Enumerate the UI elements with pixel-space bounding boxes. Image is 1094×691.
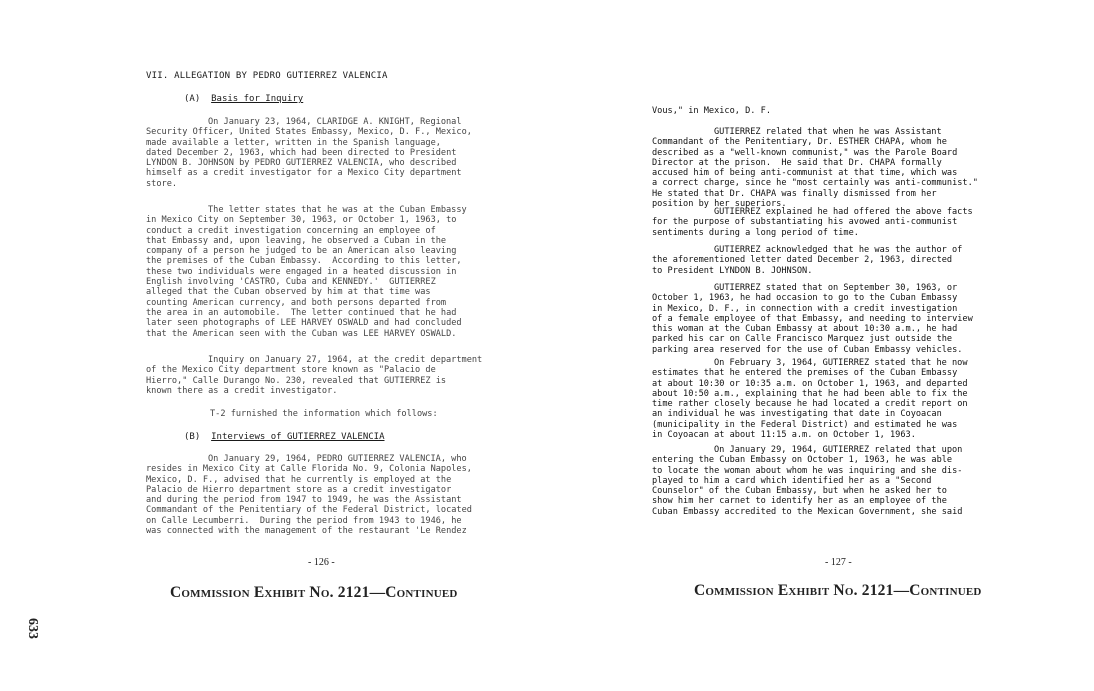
right-paragraph-6 — [652, 445, 1034, 517]
text-line: Hierro," Calle Durango No. 230, revealed that GUTIERREZ is — [146, 375, 447, 386]
text-line: LYNDON B. JOHNSON by PEDRO GUTIERREZ VALENCIA, who described — [146, 158, 457, 169]
text-line: for the purpose of substantiating his avowed anti-communist — [652, 217, 958, 228]
text-line: The letter states that he was at the Cuban Embassy — [208, 205, 467, 215]
text-line: On February 3, 1964, GUTIERREZ stated that he now — [714, 358, 968, 368]
right-exhibit-suffix: —Continued — [893, 582, 982, 599]
left-exhibit-caption — [170, 584, 458, 602]
subsection-b-title: Interviews of GUTIERREZ VALENCIA — [211, 432, 385, 442]
text-line: sentiments during a long period of time. — [652, 227, 859, 238]
text-line: alleged that the Cuban observed by him at that time was — [146, 287, 431, 298]
text-line: He stated that Dr. CHAPA was finally dismissed from her — [652, 188, 937, 199]
left-exhibit-prefix: Commission Exhibit No. — [170, 584, 334, 601]
text-line: made available a letter, written in the Spanish language, — [146, 137, 441, 148]
side-page-stamp: 633 — [25, 618, 40, 639]
subsection-a-heading — [184, 94, 303, 104]
text-line: Commandant of the Penitentiary of the Federal District, located — [146, 505, 472, 516]
text-line: that Embassy and, upon leaving, he observed a Cuban in the — [146, 235, 447, 246]
text-line: these two individuals were engaged in a heated discussion in — [146, 266, 457, 277]
text-line: in Mexico, D. F., in connection with a credit investigation — [652, 303, 958, 314]
text-line: Security Officer, United States Embassy, Mexico, D. F., Mexico, — [146, 127, 472, 138]
text-line: GUTIERREZ related that when he was Assistant — [714, 127, 942, 137]
text-line: later seen photographs of LEE HARVEY OSWALD and had concluded — [146, 318, 462, 329]
right-exhibit-number: 2121 — [861, 582, 894, 599]
text-line: GUTIERREZ explained he had offered the above facts — [714, 207, 973, 217]
text-line: to President LYNDON B. JOHNSON. — [652, 265, 813, 276]
text-line: On January 29, 1964, PEDRO GUTIERREZ VALENCIA, who — [208, 454, 467, 464]
right-paragraph-5 — [652, 358, 1034, 440]
left-paragraph-1 — [146, 117, 512, 189]
text-line: a correct charge, since he "most certainly was anti-communist." — [652, 178, 978, 189]
left-exhibit-suffix: —Continued — [369, 584, 458, 601]
text-line: On January 23, 1964, CLARIDGE A. KNIGHT, Regional — [208, 117, 462, 127]
text-line: store. — [146, 178, 178, 189]
text-line: this woman at the Cuban Embassy at about 10:30 a.m., he had — [652, 324, 958, 335]
text-line: the premises of the Cuban Embassy. According to this letter, — [146, 256, 462, 267]
right-paragraph-1 — [652, 127, 1034, 209]
subsection-b-label: (B) — [184, 432, 201, 442]
right-page — [547, 0, 1094, 691]
subsection-a-title: Basis for Inquiry — [211, 94, 304, 104]
text-line: conduct a credit investigation concerning an employee of — [146, 225, 436, 236]
text-line: estimates that he entered the premises of the Cuban Embassy — [652, 368, 958, 379]
subsection-b-heading — [184, 432, 385, 442]
right-exhibit-caption — [694, 582, 982, 600]
text-line: Director at the prison. He said that Dr. CHAPA formally — [652, 157, 942, 168]
text-line: counting American currency, and both persons departed from — [146, 297, 447, 308]
text-line: time rather closely because he had located a credit report on — [652, 399, 968, 410]
text-line: the aforementioned letter dated December 2, 1963, directed — [652, 255, 953, 266]
text-line: parked his car on Calle Francisco Marquez just outside the — [652, 334, 953, 345]
left-page-number: - 126 - — [308, 557, 335, 568]
text-line: himself as a credit investigator for a Mexico City department — [146, 168, 462, 179]
section-heading: VII. ALLEGATION BY PEDRO GUTIERREZ VALENCIA — [146, 71, 388, 81]
text-line: Commandant of the Penitentiary, Dr. ESTHER CHAPA, whom he — [652, 137, 947, 148]
text-line: in Coyoacan at about 11:15 a.m. on October 1, 1963. — [652, 430, 916, 441]
left-paragraph-2 — [146, 205, 512, 339]
text-line: to locate the woman about whom he was inquiring and she dis- — [652, 465, 963, 476]
right-paragraph-0: Vous," in Mexico, D. F. — [652, 106, 771, 116]
text-line: dated December 2, 1963, which had been directed to President — [146, 147, 457, 158]
left-paragraph-5 — [146, 454, 512, 536]
right-exhibit-prefix: Commission Exhibit No. — [694, 582, 858, 599]
left-paragraph-3 — [146, 355, 512, 396]
text-line: and during the period from 1947 to 1949, he was the Assistant — [146, 495, 462, 506]
text-line: English involving 'CASTRO, Cuba and KENNEDY.' GUTIERREZ — [146, 277, 436, 288]
text-line: at about 10:30 or 10:35 a.m. on October 1, 1963, and departed — [652, 378, 968, 389]
text-line: resides in Mexico City at Calle Florida No. 9, Colonia Napoles, — [146, 464, 472, 475]
text-line: (municipality in the Federal District) and estimated he was — [652, 419, 958, 430]
text-line: accused him of being anti-communist at that time, which was — [652, 168, 958, 179]
text-line: Cuban Embassy accredited to the Mexican Government, she said — [652, 506, 963, 517]
text-line: Palacio de Hierro department store as a credit investigator — [146, 484, 452, 495]
text-line: GUTIERREZ stated that on September 30, 1963, or — [714, 283, 958, 293]
text-line: show him her carnet to identify her as an employee of the — [652, 496, 947, 507]
right-paragraph-2 — [652, 207, 1034, 238]
text-line: Counselor" of the Cuban Embassy, but when he asked her to — [652, 486, 947, 497]
right-paragraph-3 — [652, 245, 1034, 276]
left-paragraph-4: T-2 furnished the information which follows: — [210, 409, 438, 419]
text-line: known there as a credit investigator. — [146, 385, 338, 396]
subsection-a-label: (A) — [184, 94, 201, 104]
text-line: about 10:50 a.m., explaining that he had been able to fix the — [652, 388, 968, 399]
text-line: company of a person he judged to be an American also leaving — [146, 246, 457, 257]
left-exhibit-number: 2121 — [337, 584, 370, 601]
text-line: position by her superiors. — [652, 199, 787, 210]
text-line: October 1, 1963, he had occasion to go to the Cuban Embassy — [652, 293, 958, 304]
text-line: On January 29, 1964, GUTIERREZ related that upon — [714, 445, 963, 455]
text-line: described as a "well-known communist," was the Parole Board — [652, 147, 958, 158]
text-line: Mexico, D. F., advised that he currently is employed at the — [146, 474, 452, 485]
text-line: Inquiry on January 27, 1964, at the credit department — [208, 355, 483, 365]
right-page-number: - 127 - — [825, 557, 852, 568]
text-line: entering the Cuban Embassy on October 1, 1963, he was able — [652, 455, 953, 466]
text-line: of the Mexico City department store known as "Palacio de — [146, 365, 436, 376]
right-paragraph-4 — [652, 283, 1034, 355]
text-line: GUTIERREZ acknowledged that he was the author of — [714, 245, 963, 255]
text-line: that the American seen with the Cuban was LEE HARVEY OSWALD. — [146, 328, 457, 339]
text-line: an individual he was investigating that date in Coyoacan — [652, 409, 942, 420]
text-line: the area in an automobile. The letter continued that he had — [146, 307, 457, 318]
text-line: in Mexico City on September 30, 1963, or October 1, 1963, to — [146, 215, 457, 226]
text-line: parking area reserved for the use of Cuban Embassy vehicles. — [652, 344, 963, 355]
text-line: was connected with the management of the restaurant 'Le Rendez — [146, 526, 467, 537]
text-line: on Calle Lecumberri. During the period from 1943 to 1946, he — [146, 515, 462, 526]
text-line: of a female employee of that Embassy, and needing to interview — [652, 313, 973, 324]
text-line: played to him a card which identified her as a "Second — [652, 475, 932, 486]
